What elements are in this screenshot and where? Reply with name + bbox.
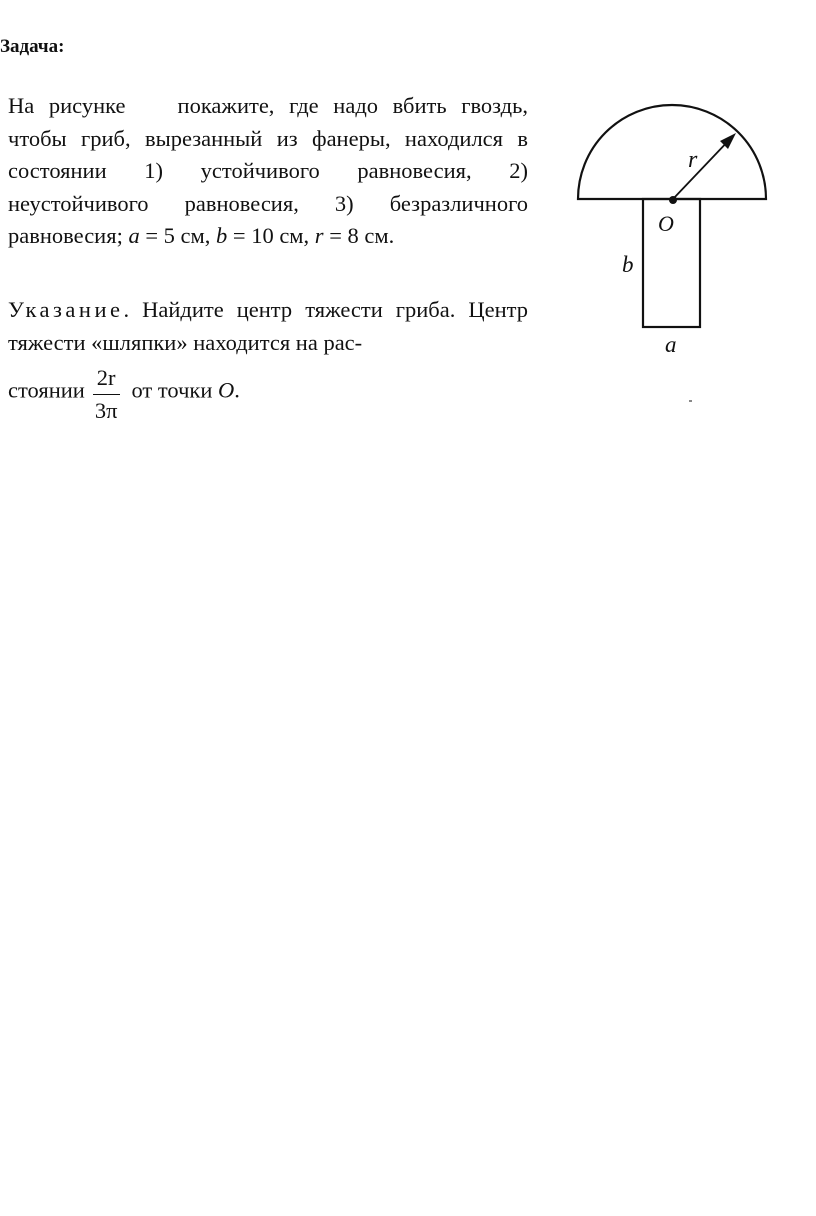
hint-point-O: O — [217, 377, 235, 403]
var-r: r — [314, 223, 324, 248]
label-r: r — [688, 147, 698, 173]
label-O: O — [658, 211, 674, 236]
task-heading: Задача: — [0, 36, 65, 57]
hint-text — [8, 294, 528, 423]
fraction-denominator: 3π — [94, 397, 118, 423]
hint-label: Указание — [8, 297, 124, 322]
problem-part-2: покажите, где надо вбить гвоздь, чтобы гриб, вырезанный из фанеры, находился в состоянии 1) устойчивого равновесия, 2) неустойчивого равновесия, 3) безразличного равновесия; — [8, 93, 528, 248]
label-a: a — [665, 332, 677, 357]
fraction — [91, 367, 122, 422]
value-b: = 10 см, — [227, 223, 310, 248]
label-b: b — [622, 252, 634, 277]
center-point-O — [669, 196, 677, 204]
mushroom-figure — [570, 100, 780, 360]
hint-line-3 — [8, 365, 528, 423]
value-a: = 5 см, — [139, 223, 211, 248]
var-a: a — [128, 223, 140, 248]
problem-text — [8, 90, 528, 253]
hint-text-3: от точки — [131, 377, 218, 403]
scan-speck — [689, 400, 692, 402]
mushroom-cap — [578, 105, 766, 199]
hint-end: . — [234, 377, 240, 403]
hint-text-1: . Найдите центр тяжести гриба. Центр тяжести «шляпки» находится на рас- — [8, 297, 528, 355]
problem-part-1: На рисунке — [8, 93, 126, 118]
hint-text-2: стоянии — [8, 377, 85, 403]
fraction-numerator: 2r — [93, 367, 120, 395]
var-b: b — [216, 223, 228, 248]
value-r: = 8 см. — [323, 223, 395, 248]
radius-arrow-line — [673, 137, 732, 199]
